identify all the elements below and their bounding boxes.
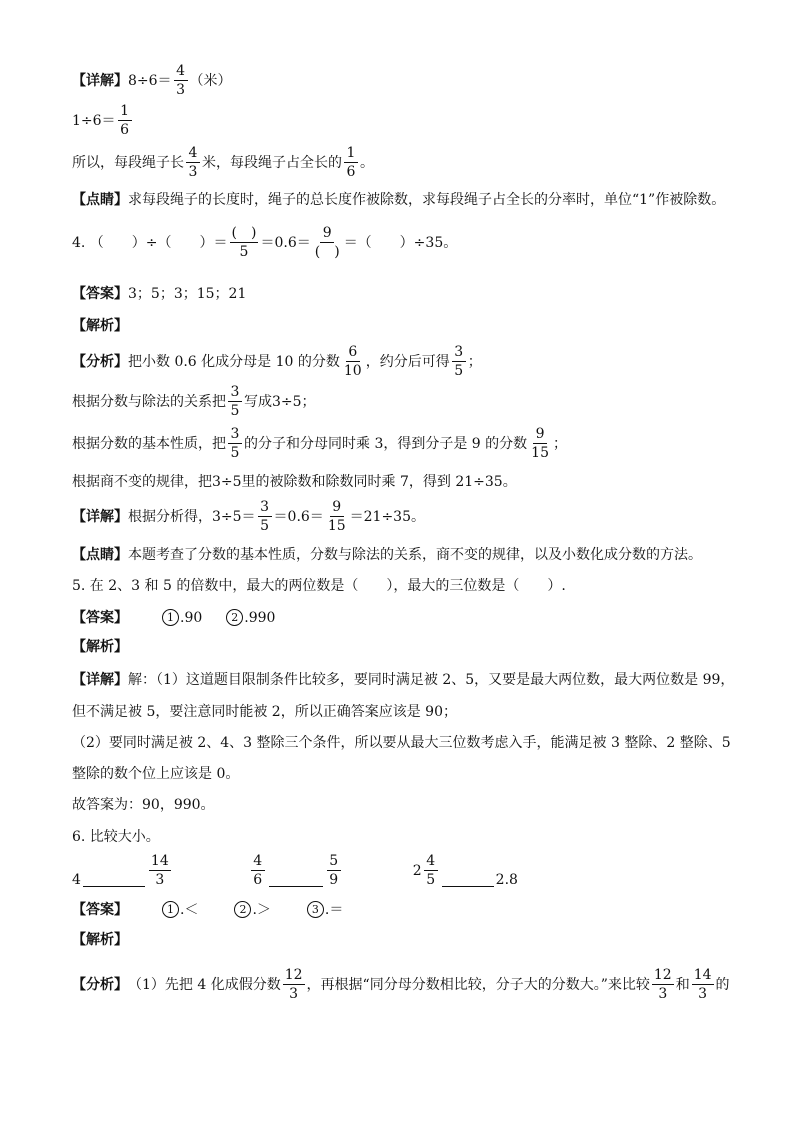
question-5-stem xyxy=(72,579,566,593)
question-6-analysis xyxy=(72,968,730,1001)
fraction: $\frac{5}{9}$ xyxy=(327,854,341,887)
fraction: $\frac{1}{6}$ xyxy=(118,104,132,137)
fraction: $\frac{4}{3}$ xyxy=(174,64,188,97)
comment-tag: 【点睛】 xyxy=(72,547,128,563)
question-4-stem xyxy=(72,226,457,259)
detail-tag: 【详解】 xyxy=(72,72,128,89)
question-4-detail xyxy=(72,500,425,533)
fraction: $\frac{12}{3}$ xyxy=(284,967,303,1002)
answer-text: 3；5；3；15；21 xyxy=(128,286,247,302)
fraction: $\frac{3}{5}$ xyxy=(258,500,272,533)
text: （2）要同时满足被 2、4、3 整除三个条件，所以要从最大三位数考虑入手，能满足被 3 整除、2 整除、5 xyxy=(72,735,731,751)
question-6-answer xyxy=(72,901,343,918)
text: 根据分析得，3÷5＝ xyxy=(128,508,256,525)
analysis-line-2 xyxy=(72,385,316,418)
text: 所以，每段绳子长 xyxy=(72,154,184,171)
question-4-answer xyxy=(72,287,246,301)
comment-line-3 xyxy=(72,193,725,207)
text: 故答案为：90，990。 xyxy=(72,797,215,813)
detail-line-1 xyxy=(72,64,232,97)
parse-tag: 【解析】 xyxy=(72,932,128,948)
circled-number: 3 xyxy=(307,901,324,918)
question-6-parse xyxy=(72,933,128,947)
compare-3: 2 $\frac{4}{5}$ 2.8 xyxy=(412,853,518,888)
text: 写成3÷5； xyxy=(244,393,316,410)
fraction: $\frac{3}{5}$ xyxy=(228,427,242,460)
fraction: $\frac{14}{3}$ xyxy=(693,967,712,1002)
compare-2 xyxy=(249,854,343,887)
text: 整除的数个位上应该是 0。 xyxy=(72,766,240,782)
fraction: $\frac{3}{5}$ xyxy=(228,385,242,418)
fraction: $\frac{1}{6}$ xyxy=(344,146,358,179)
text: ＝0.6＝ xyxy=(273,508,324,525)
text: 求每段绳子的长度时，绳子的总长度作被除数，求每段绳子占全长的分率时，单位“1”作被除数。 xyxy=(128,192,726,208)
fraction: $\frac{4}{5}$ xyxy=(424,854,438,887)
parse-tag: 【解析】 xyxy=(72,639,128,655)
answer-tag: 【答案】 xyxy=(72,286,128,302)
question-5-detail-2 xyxy=(72,705,457,719)
question-5-detail-1 xyxy=(72,673,734,687)
text: 把小数 0.6 化成分母是 10 的分数 xyxy=(128,353,340,370)
text: 4. （ ）÷（ ）＝ xyxy=(72,234,228,251)
text: ，约分后可得 xyxy=(365,353,450,370)
answer-value: .＞ xyxy=(252,901,271,918)
answer-value: .990 xyxy=(244,609,276,626)
circled-number: 1 xyxy=(162,609,179,626)
text: 本题考查了分数的基本性质，分数与除法的关系，商不变的规律，以及小数化成分数的方法。 xyxy=(128,547,702,563)
text: （1）先把 4 化成假分数 xyxy=(128,976,281,993)
analysis-line-1 xyxy=(72,345,482,378)
text: 1÷6＝ xyxy=(72,112,116,129)
fraction: $\frac{14}{3}$ xyxy=(150,853,169,888)
fraction: $\frac{9}{15}$ xyxy=(327,499,346,534)
text: ＝0.6＝ xyxy=(260,234,311,251)
text: 的 xyxy=(715,976,730,993)
fraction: $\frac{9}{15}$ xyxy=(531,426,549,461)
question-6-stem xyxy=(72,830,160,844)
answer-value: .＜ xyxy=(180,901,199,918)
fraction: $\frac{12}{3}$ xyxy=(653,967,672,1002)
text: 但不满足被 5，要注意同时能被 2，所以正确答案应该是 90； xyxy=(72,704,457,720)
text: 6. 比较大小。 xyxy=(72,829,160,845)
mixed-number: 2 $\frac{4}{5}$ xyxy=(413,854,440,887)
fraction: $\frac{3}{5}$ xyxy=(452,345,466,378)
compare-1: 4 $\frac{14}{3}$ xyxy=(72,853,169,888)
text: 和 xyxy=(675,976,690,993)
fraction: $\frac{( )}{5}$ xyxy=(231,225,257,260)
circled-number: 1 xyxy=(162,901,179,918)
analysis-line-3 xyxy=(72,427,567,460)
fraction: $\frac{4}{3}$ xyxy=(186,146,200,179)
text: ＝（ ）÷35。 xyxy=(343,234,458,251)
analysis-tag: 【分析】 xyxy=(72,353,128,370)
text: 的分子和分母同时乘 3，得到分子是 9 的分数 xyxy=(244,435,528,452)
question-5-detail-5 xyxy=(72,798,215,812)
text: 8÷6＝ xyxy=(128,72,172,89)
answer-blank xyxy=(83,872,145,887)
text: 根据分数与除法的关系把 xyxy=(72,393,226,410)
fraction: $\frac{9}{( )}$ xyxy=(314,225,340,260)
text: ； xyxy=(467,353,482,370)
detail-line-3 xyxy=(72,146,374,179)
answer-blank xyxy=(269,872,323,887)
text: 解：（1）这道题目限制条件比较多，要同时满足被 2、5，又要是最大两位数，最大两位数是 99， xyxy=(128,672,735,688)
detail-tag: 【详解】 xyxy=(72,508,128,525)
question-5-answer xyxy=(72,609,275,626)
fraction: $\frac{6}{10}$ xyxy=(343,344,362,379)
question-5-detail-4 xyxy=(72,767,239,781)
answer-value: .＝ xyxy=(324,901,344,918)
text: 。 xyxy=(360,154,374,171)
question-5-detail-3 xyxy=(72,736,731,750)
answer-tag: 【答案】 xyxy=(72,901,128,918)
question-5-parse xyxy=(72,640,128,654)
text: 根据商不变的规律，把3÷5里的被除数和除数同时乘 7，得到 21÷35。 xyxy=(72,474,517,490)
text: 根据分数的基本性质，把 xyxy=(72,435,226,452)
text: ，再根据“同分母分数相比较，分子大的分数大。”来比较 xyxy=(306,976,650,993)
comment-tag: 【点睛】 xyxy=(72,192,128,208)
answer-tag: 【答案】 xyxy=(72,609,128,626)
analysis-line-4 xyxy=(72,475,517,489)
question-4-comment xyxy=(72,548,702,562)
answer-blank xyxy=(442,872,494,887)
circled-number: 2 xyxy=(226,609,243,626)
analysis-tag: 【分析】 xyxy=(72,976,128,993)
detail-line-2 xyxy=(72,104,134,137)
circled-number: 2 xyxy=(234,901,251,918)
parse-tag: 【解析】 xyxy=(72,318,128,334)
text: ＝21÷35。 xyxy=(349,508,425,525)
text: ； xyxy=(553,435,567,452)
text: 米，每段绳子占全长的 xyxy=(202,154,342,171)
text: （米） xyxy=(189,72,232,89)
detail-tag: 【详解】 xyxy=(72,672,128,688)
answer-value: .90 xyxy=(180,609,203,626)
fraction: $\frac{4}{6}$ xyxy=(251,854,265,887)
question-6-comparisons xyxy=(72,854,518,887)
question-4-parse xyxy=(72,319,128,333)
text: 5. 在 2、3 和 5 的倍数中，最大的两位数是（ ），最大的三位数是（ ）. xyxy=(72,578,566,594)
